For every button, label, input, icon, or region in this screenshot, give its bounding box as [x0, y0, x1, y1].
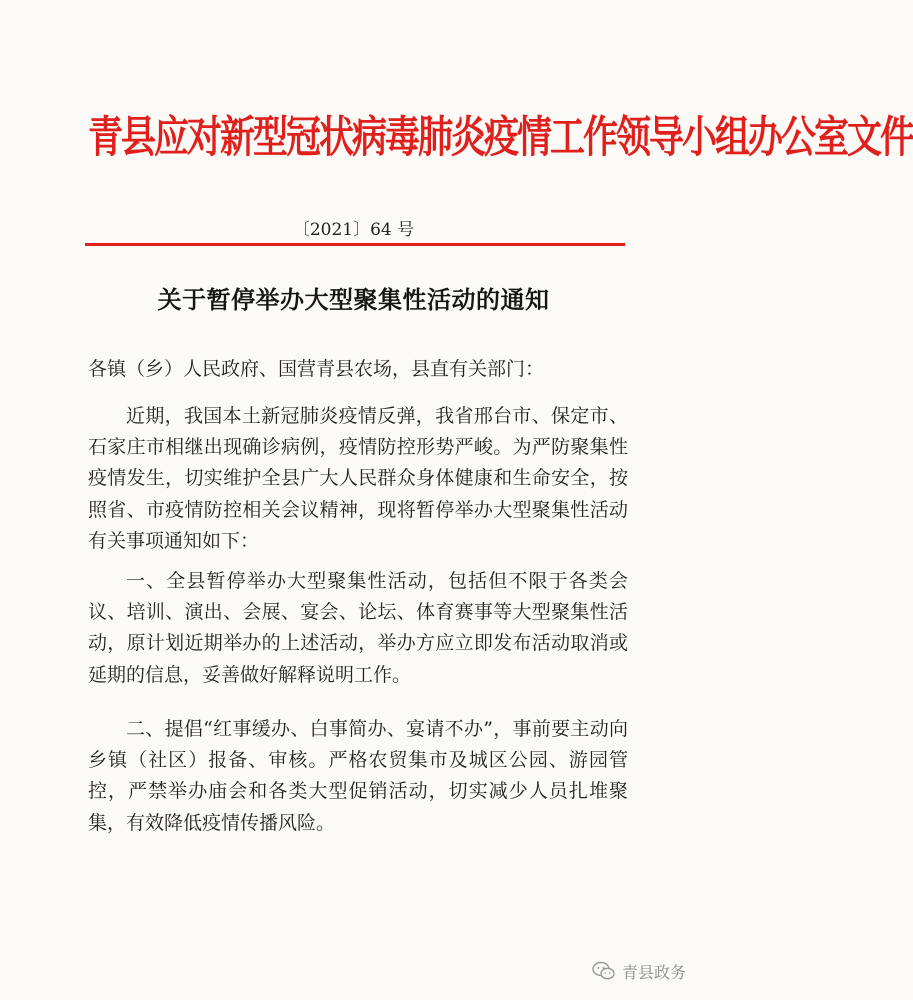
paragraph-intro: 近期，我国本土新冠肺炎疫情反弹，我省邢台市、保定市、石家庄市相继出现确诊病例，疫情防控形势严峻。为严防聚集性疫情发生，切实维护全县广大人民群众身体健康和生命安全，按照省、市疫情防控相关会议精神，现将暂停举办大型聚集性活动有关事项通知如下： [88, 405, 628, 552]
wechat-icon [592, 961, 616, 981]
paragraph-item-1: 一、全县暂停举办大型聚集性活动，包括但不限于各类会议、培训、演出、会展、宴会、论坛、体育赛事等大型聚集性活动，原计划近期举办的上述活动，举办方应立即发布活动取消或延期的信息，妥善做好解释说明工作。 [88, 570, 628, 686]
document-number: 〔2021〕64 号 [292, 220, 415, 240]
issuer-header: 青县应对新型冠状病毒肺炎疫情工作领导小组办公室文件 [88, 111, 913, 163]
red-divider [85, 243, 625, 246]
paragraph-item-2: 二、提倡“红事缓办、白事简办、宴请不办”，事前要主动向乡镇（社区）报备、审核。严格农贸集市及城区公园、游园管控，严禁举办庙会和各类大型促销活动，切实减少人员扎堆聚集，有效降低疫情传播风险。 [88, 718, 628, 834]
salutation: 各镇（乡）人民政府、国营青县农场，县直有关部门： [88, 358, 545, 380]
account-watermark [592, 957, 686, 985]
notice-title: 关于暂停举办大型聚集性活动的通知 [157, 285, 550, 314]
watermark-text: 青县政务 [622, 962, 687, 982]
